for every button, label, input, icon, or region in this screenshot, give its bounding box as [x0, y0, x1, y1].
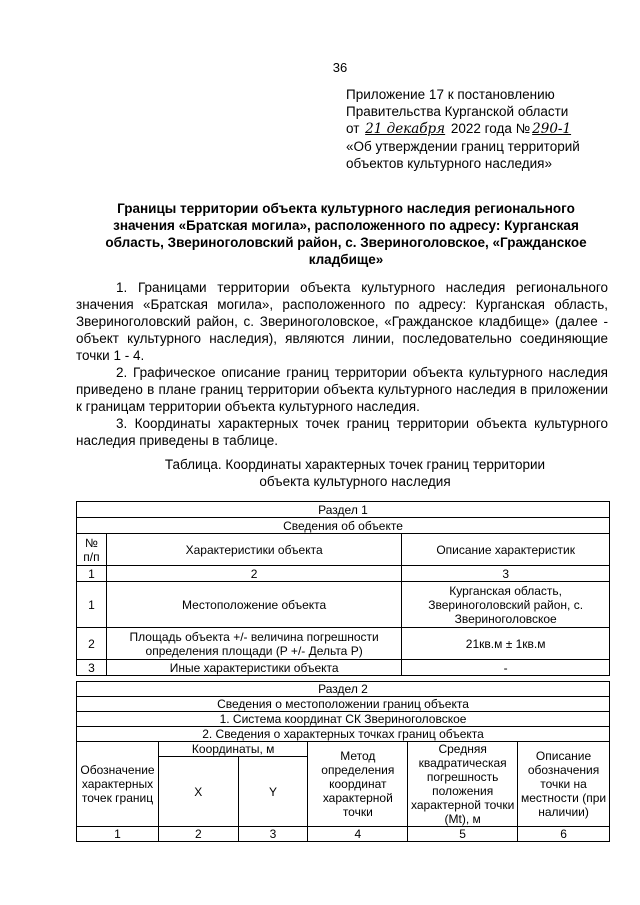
paragraph-3: 3. Координаты характерных точек границ территории объекта культурного наследия приведены в таблице.: [76, 416, 608, 448]
header-coordinates: Координаты, м: [158, 742, 307, 757]
table-row: [77, 628, 610, 660]
column-number: 1: [77, 827, 159, 842]
appendix-from: от: [346, 121, 360, 136]
appendix-line-2: Правительства Курганской области: [346, 104, 569, 119]
section1-title: Раздел 1: [77, 502, 610, 518]
row-num: 2: [77, 628, 107, 660]
row-characteristic: Площадь объекта +/- величина погрешности определения площади (P +/- Дельта P): [106, 628, 401, 660]
header-characteristic: Характеристики объекта: [106, 534, 401, 566]
column-number: 1: [77, 566, 107, 582]
row-num: 1: [77, 582, 107, 628]
appendix-line-1: Приложение 17 к постановлению: [346, 87, 555, 102]
column-number: 2: [106, 566, 401, 582]
column-number: 5: [408, 827, 518, 842]
header-y: Y: [238, 757, 308, 827]
appendix-line-3: [346, 120, 606, 138]
column-number: 3: [238, 827, 308, 842]
table-caption-line-1: Таблица. Координаты характерных точек границ территории: [164, 457, 546, 472]
table-row: [77, 660, 610, 676]
appendix-line-4: «Об утверждении границ территорий: [346, 139, 580, 154]
appendix-line-5: объектов культурного наследия»: [346, 156, 552, 171]
row-characteristic: Местоположение объекта: [106, 582, 401, 628]
section2-subtitle: Сведения о местоположении границ объекта: [77, 697, 610, 712]
row-description: Курганская область, Звериноголовский район, с. Звериноголовское: [402, 582, 610, 628]
row-num: 3: [77, 660, 107, 676]
table-caption: [140, 456, 570, 490]
header-description: Описание характеристик: [402, 534, 610, 566]
section1-subtitle: Сведения об объекте: [77, 518, 610, 534]
column-number: 4: [308, 827, 408, 842]
header-designation: Обозначение характерных точек границ: [77, 742, 159, 827]
appendix-year: 2022 года: [450, 121, 512, 136]
column-number: 3: [402, 566, 610, 582]
row-description: -: [402, 660, 610, 676]
header-error: Средняя квадратическая погрешность положения характерной точки (Mt), м: [408, 742, 518, 827]
coordinate-system: 1. Система координат СК Звериноголовское: [77, 712, 610, 727]
table-row: [77, 582, 610, 628]
handwritten-date: 21 декабря: [365, 121, 446, 137]
section1-table: [76, 501, 610, 676]
body-text: [76, 279, 608, 449]
points-info: 2. Сведения о характерных точках границ объекта: [77, 727, 610, 742]
header-location: Описание обозначения точки на местности (при наличии): [518, 742, 610, 827]
number-sign: №: [515, 121, 531, 136]
header-method: Метод определения координат характерной точки: [308, 742, 408, 827]
paragraph-2: 2. Графическое описание границ территории объекта культурного наследия приведено в плане границ территории объекта культурного наследия в приложении к границам территории объекта культурного наследия.: [76, 365, 608, 414]
column-number: 2: [158, 827, 238, 842]
row-characteristic: Иные характеристики объекта: [106, 660, 401, 676]
row-description: 21кв.м ± 1кв.м: [402, 628, 610, 660]
section2-table: [76, 681, 610, 842]
header-num: № п/п: [77, 534, 107, 566]
paragraph-1: 1. Границами территории объекта культурного наследия регионального значения «Братская могила», расположенного по адресу: Курганская область, Звериноголовский район, с. Звериноголовское, «Гражданское кладбище» (далее - объект культурного наследия), являются линии, последовательно соединяющие точки 1 - 4.: [76, 280, 608, 363]
header-x: X: [158, 757, 238, 827]
table-caption-line-2: объекта культурного наследия: [259, 474, 451, 489]
column-number: 6: [518, 827, 610, 842]
page-number: 36: [332, 60, 348, 75]
section2-title: Раздел 2: [77, 682, 610, 697]
appendix-header: [346, 86, 606, 172]
document-title: Границы территории объекта культурного наследия регионального значения «Братская могила», расположенного по адресу: Курганская область, Звериноголовский район, с. Звериноголовское, «Гражданское кладбище»: [105, 201, 587, 267]
handwritten-number: 290-1: [532, 121, 572, 137]
